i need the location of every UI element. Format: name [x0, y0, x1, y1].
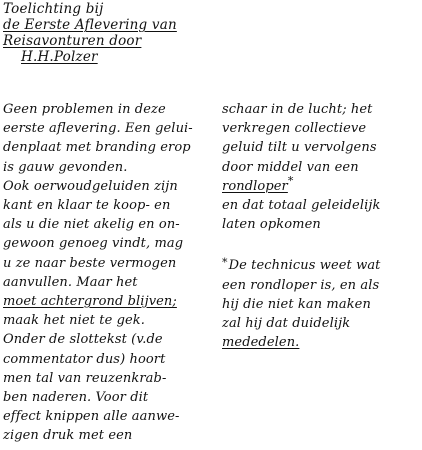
note-line-1 — [222, 253, 420, 275]
left-line-15: men tal van reuzenkrab- — [3, 370, 167, 386]
right-line-6: en dat totaal geleidelijk — [222, 198, 381, 214]
note-line-3: hij die niet kan maken — [222, 296, 371, 312]
title-line-3: Reisavonturen door — [3, 33, 142, 49]
right-line-3: geluid tilt u vervolgens — [222, 140, 377, 156]
right-line-4: door middel van een — [222, 159, 359, 175]
page-title — [3, 1, 215, 65]
left-line-4: is gauw gevonden. — [3, 159, 128, 175]
note-line-2: een rondloper is, en als — [222, 277, 380, 293]
right-line-1: schaar in de lucht; het — [222, 102, 373, 117]
right-line-2: verkregen collectieve — [222, 121, 367, 137]
title-author: H.H.Polzer — [21, 49, 98, 65]
left-line-13: Onder de slottekst (v.de — [3, 332, 163, 348]
note-line-5: mededelen. — [222, 335, 300, 351]
note-line-1-text: De technicus weet wat — [228, 258, 381, 274]
rondloper-term: rondloper — [222, 178, 288, 194]
left-line-14: commentator dus) hoort — [3, 351, 166, 367]
footnote-star: * — [287, 174, 294, 188]
left-line-9: u ze naar beste vermogen — [3, 255, 177, 271]
paragraph-gap — [222, 234, 420, 253]
note-star: * — [222, 256, 228, 270]
left-line-10: aanvullen. Maar het — [3, 274, 138, 290]
title-line-1: Toelichting bij — [3, 1, 104, 17]
left-line-2: eerste aflevering. Een gelui- — [3, 121, 193, 137]
left-line-11: moet achtergrond blijven; — [3, 294, 177, 310]
left-line-18: zigen druk met een — [3, 428, 133, 444]
left-column — [3, 100, 215, 446]
left-line-1: Geen problemen in deze — [3, 102, 166, 117]
left-line-7: als u die niet akelig en on- — [3, 217, 180, 233]
note-line-4: zal hij dat duidelijk — [222, 316, 351, 332]
right-line-5 — [222, 174, 420, 196]
left-line-17: effect knippen alle aanwe- — [3, 409, 180, 425]
left-line-8: gewoon genoeg vindt, mag — [3, 236, 184, 252]
left-line-6: kant en klaar te koop- en — [3, 198, 171, 214]
right-line-7: laten opkomen — [222, 217, 321, 233]
right-column — [222, 100, 420, 352]
left-line-12: maak het niet te gek. — [3, 313, 146, 329]
left-line-16: ben naderen. Voor dit — [3, 390, 149, 406]
title-line-2: de Eerste Aflevering van — [3, 17, 177, 33]
left-line-5: Ook oerwoudgeluiden zijn — [3, 178, 178, 194]
left-line-3: denplaat met branding erop — [3, 140, 191, 156]
